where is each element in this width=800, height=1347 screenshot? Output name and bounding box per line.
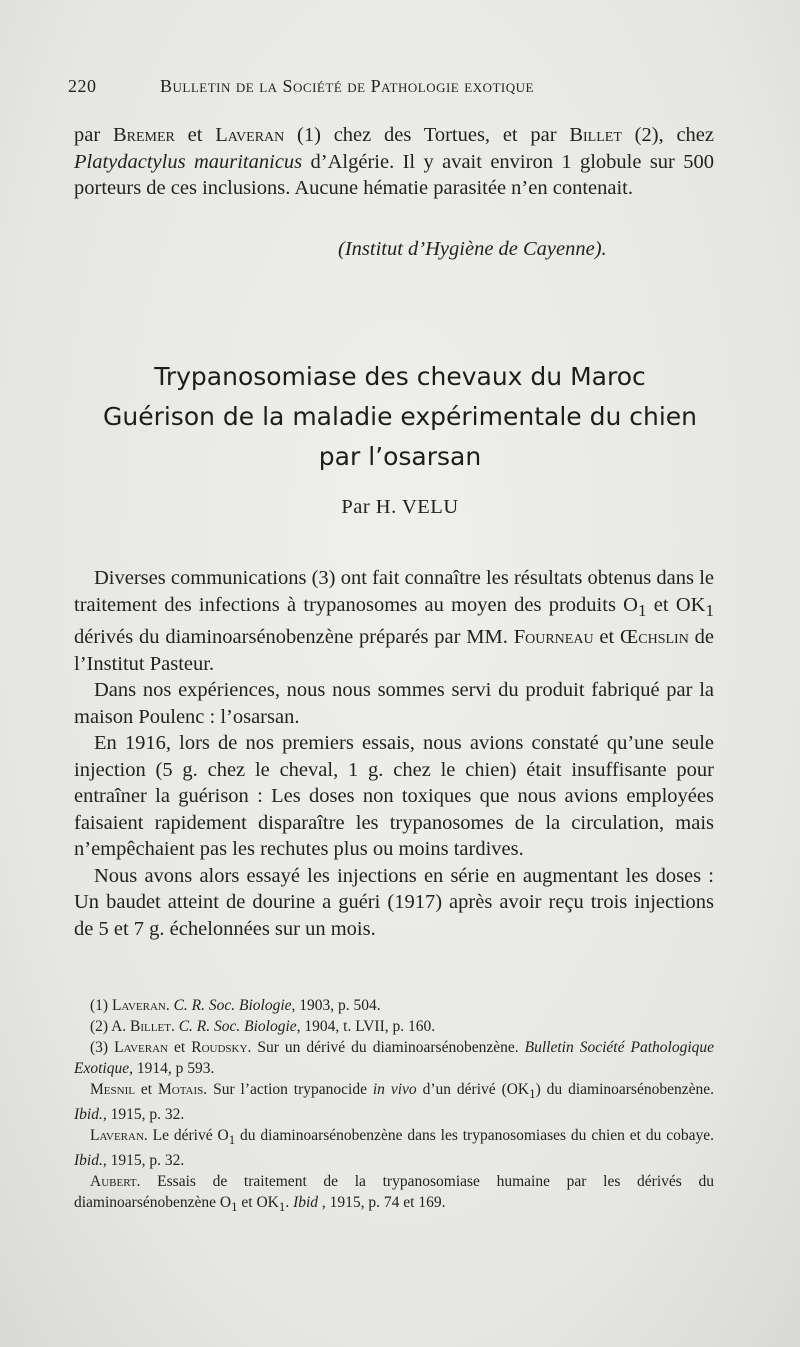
paragraph: Nous avons alors essayé les injections en série en augmentant les doses : Un baudet atteint de dourine a guéri (1917) après avoir reçu trois injections de 5 et 7 g. échelonnées sur un mois. bbox=[74, 864, 714, 940]
previous-article-text: par Bremer et Laveran (1) chez des Tortues, et par Billet (2), chez Platydactylus mauritanicus d’Algérie. Il y avait environ 1 globule sur 500 porteurs de ces inclusions. Aucune hématie parasitée n’en contenait. bbox=[74, 124, 715, 199]
article-body bbox=[74, 565, 714, 942]
paragraph: Diverses communications (3) ont fait connaître les résultats obtenus dans le traitement des infections à trypanosomes au moyen des produits $O_1$ et $OK_1$ dérivés du diaminoarsénobenzène préparés par MM. Fourneau et Œchslin de l’Institut Pasteur. bbox=[74, 567, 715, 675]
footnote: Mesnil et Motais. Sur l’action trypanocide in vivo d’un dérivé $(OK_1)$ du diaminoarsénobenzène. Ibid., 1915, p. 32. bbox=[74, 1081, 714, 1124]
byline: Par H. VELU bbox=[341, 496, 459, 518]
title-line: par l’osarsan bbox=[318, 442, 482, 471]
author-name: Bremer bbox=[112, 124, 175, 146]
institution-signoff: (Institut d’Hygiène de Cayenne). bbox=[338, 238, 607, 260]
title-line: Trypanosomiase des chevaux du Maroc bbox=[154, 362, 646, 391]
footnotes bbox=[74, 995, 714, 1217]
author-name: Billet bbox=[569, 124, 622, 146]
title-line: Guérison de la maladie expérimentale du chien bbox=[102, 402, 698, 431]
paragraph: Dans nos expériences, nous nous sommes servi du produit fabriqué par la maison Poulenc : l’osarsan. bbox=[74, 679, 714, 728]
paragraph: En 1916, lors de nos premiers essais, nous avions constaté qu’une seule injection (5 g. chez le cheval, 1 g. chez le chien) était insuffisante pour entraîner la guérison : Les doses non toxiques que nous avions employées faisaient rapidement disparaître les trypanosomes de la circulation, mais n’empêchaient pas les rechutes plus ou moins tardives. bbox=[74, 732, 714, 861]
page-number: 220 bbox=[68, 76, 97, 96]
running-head bbox=[68, 76, 738, 97]
journal-title: Bulletin de la Société de Pathologie exotique bbox=[160, 76, 534, 96]
person-name: Fourneau bbox=[513, 626, 594, 649]
author-name: Laveran bbox=[215, 124, 285, 146]
species-name: Platydactylus mauritanicus bbox=[74, 150, 303, 173]
footnote: Laveran. Le dérivé $O_1$ du diaminoarsénobenzène dans les trypanosomiases du chien et du cobaye. Ibid., 1915, p. 32. bbox=[74, 1127, 714, 1170]
footnote: (2) A. Billet. C. R. Soc. Biologie, 1904, t. LVII, p. 160. bbox=[90, 1018, 436, 1035]
footnote: (1) Laveran. C. R. Soc. Biologie, 1903, p. 504. bbox=[90, 997, 381, 1014]
person-name: Œchslin bbox=[620, 626, 689, 649]
footnote: Aubert. Essais de traitement de la trypanosomiase humaine par les dérivés du diaminoarsénobenzène $O_1$ et $OK_1$. Ibid , 1915, p. 74 et 169. bbox=[74, 1173, 714, 1215]
footnote: (3) Laveran et Roudsky. Sur un dérivé du diaminoarsénobenzène. Bulletin Société Pathologique Exotique, 1914, p 593. bbox=[74, 1039, 715, 1077]
article-title bbox=[60, 357, 740, 477]
